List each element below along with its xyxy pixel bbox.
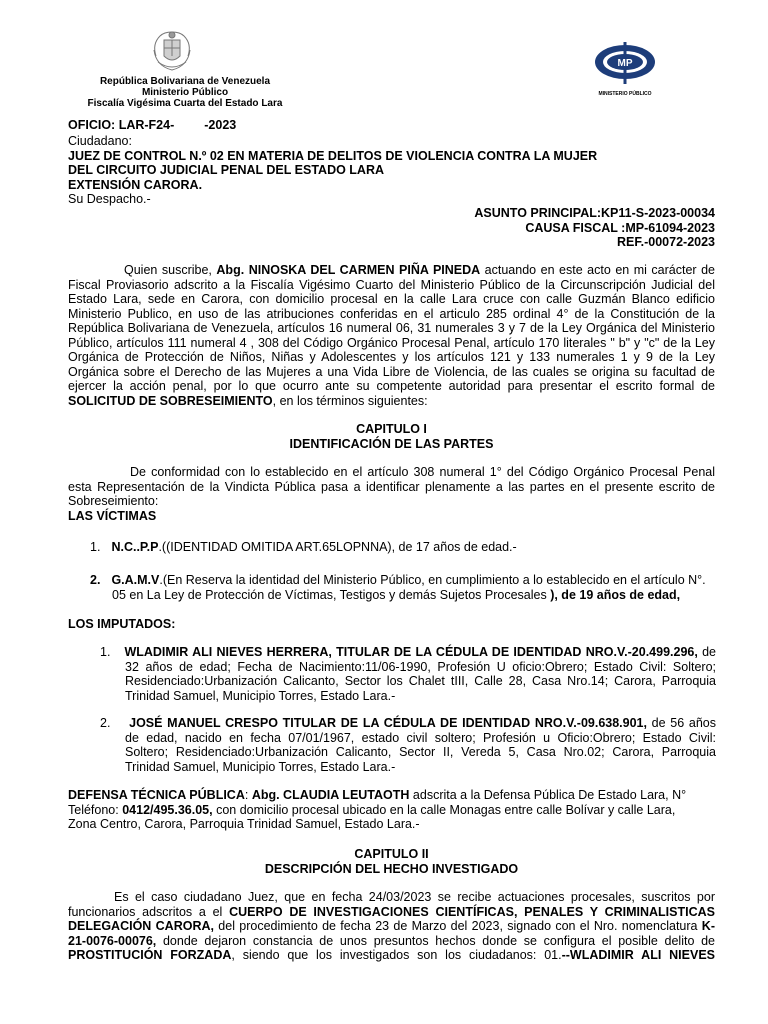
defendant-2-line: de edad, nacido en fecha 07/01/1967, estado civil soltero; Profesión u Oficio:Obrero; Estado Civil: bbox=[125, 730, 716, 745]
victim-2-item bbox=[90, 573, 715, 602]
chapter-1-heading bbox=[68, 422, 715, 451]
defendant-2-line: Soltero; Residenciado:Urbanización Calicanto, Sector II, Vereda 5, Casa Nro.02; Carora, Parroquia bbox=[125, 745, 716, 759]
addressee-line-3: EXTENSIÓN CARORA. bbox=[68, 177, 203, 192]
case-references bbox=[68, 206, 715, 250]
chapter-2-text: del procedimiento de fecha 23 de Marzo del 2023, signado con el Nro. nomenclatura bbox=[213, 919, 702, 933]
chapter-2-subtitle: DESCRIPCIÓN DEL HECHO INVESTIGADO bbox=[264, 861, 519, 876]
chapter-2-line: Es el caso ciudadano Juez, que en fecha 24/03/2023 se recibe actuaciones procesales, suscritos por bbox=[114, 890, 715, 904]
intro-text: , en los términos siguientes: bbox=[272, 393, 428, 408]
defendant-2-line: Trinidad Samuel, Municipio Torres, Estado Lara.- bbox=[125, 759, 396, 774]
oficio-label: OFICIO: LAR-F24- bbox=[68, 118, 175, 132]
chapter-2-paragraph bbox=[68, 890, 715, 963]
defendant-1-number: 1. bbox=[100, 645, 111, 659]
chapter-1-subtitle: IDENTIFICACIÓN DE LAS PARTES bbox=[289, 436, 494, 451]
defendant-2-text: de 56 años bbox=[646, 716, 716, 730]
intro-line: Ministerio Publico, en uso de las atribuciones conferidas en el articulo 285 ordinal 4° de la Constitución de la bbox=[68, 306, 715, 321]
reference-number: REF.-00072-2023 bbox=[617, 235, 715, 249]
victim-1-initials: N.C..P.P bbox=[111, 540, 159, 554]
oficio-line bbox=[68, 118, 236, 133]
cicpc-name: CUERPO DE INVESTIGACIONES CIENTÍFICAS, PENALES Y CRIMINALISTICAS bbox=[229, 904, 715, 919]
victim-2-number: 2. bbox=[90, 573, 101, 587]
investigated-name: --WLADIMIR ALI NIEVES bbox=[561, 948, 715, 962]
coat-of-arms-icon bbox=[146, 26, 198, 78]
defense-text: con domicilio procesal ubicado en la calle Monagas entre calle Bolívar y calle Lara, bbox=[212, 802, 676, 817]
intro-line: Orgánica de Protección de Niños, Niñas y Adolescentes y los artículos 121 y 133 numerales 1 y 9 de la Ley bbox=[68, 350, 715, 364]
defense-text: : bbox=[244, 788, 252, 802]
defense-text: adscrita a la Defensa Pública De Estado Lara, N° bbox=[409, 788, 687, 802]
chapter-2-text: funcionarios adscritos a el bbox=[68, 904, 230, 919]
chapter-1-title: CAPITULO I bbox=[356, 422, 427, 436]
defense-phone: 0412/495.36.05, bbox=[122, 802, 213, 817]
offense-name: PROSTITUCIÓN FORZADA bbox=[68, 948, 232, 962]
nomenclature-end: 21-0076-00076, bbox=[68, 933, 157, 948]
victims-label: LAS VÍCTIMAS bbox=[68, 508, 157, 523]
defense-label: DEFENSA TÉCNICA PÚBLICA bbox=[68, 788, 245, 802]
addressee-greeting: Ciudadano: bbox=[68, 134, 132, 148]
defense-block bbox=[68, 788, 715, 832]
defendant-2-item bbox=[100, 716, 716, 774]
nomenclature-start: K- bbox=[701, 919, 715, 933]
addressee-line-2: DEL CIRCUITO JUDICIAL PENAL DEL ESTADO LARA bbox=[68, 163, 385, 177]
defendants-label: LOS IMPUTADOS: bbox=[68, 617, 176, 631]
intro-line: Estado Lara, sede en Carora, con domicilio procesal en la calle Lara cruce con calle Guzmán Blanco edificio bbox=[68, 292, 715, 306]
request-title: SOLICITUD DE SOBRESEIMIENTO bbox=[68, 393, 273, 408]
defendant-1-line: 32 años de edad; Fecha de Nacimiento:11/06-1990, Profesión U oficio:Obrero; Estado Civil: Soltero; bbox=[125, 659, 716, 674]
intro-line: Público, artículos 111 numeral 4 , 308 del Código Orgánico Procesal Penal, artículo 170 literales " b" y "c" de la Ley bbox=[68, 335, 715, 350]
chapter-2-title: CAPITULO II bbox=[354, 847, 429, 861]
victim-1-text: .((IDENTIDAD OMITIDA ART.65LOPNNA), de 17 años de edad.- bbox=[158, 540, 517, 554]
defense-phone-label: Teléfono: bbox=[68, 802, 123, 817]
victim-2-text: 05 en La Ley de Protección de Víctimas, Testigos y demás Sujetos Procesales bbox=[112, 587, 551, 602]
defendant-1-text: de bbox=[697, 645, 716, 659]
defendant-1-line: Residenciado:Urbanización Calicanto, Sector los Chalet tIII, Calle 28, Casa Nro.14; Carora, Parroquia bbox=[125, 674, 716, 688]
addressee-block bbox=[68, 134, 715, 207]
chapter-1-line: Sobreseimiento: bbox=[68, 494, 159, 508]
victim-1-number: 1. bbox=[90, 540, 101, 554]
intro-line: ejercer la acción penal, por lo que ocurro ante su competente autoridad para presentar el escrito formal de bbox=[68, 379, 715, 393]
header-republic: República Bolivariana de Venezuela bbox=[99, 76, 271, 87]
header-ministry: Ministerio Público bbox=[141, 87, 229, 98]
chapter-1-line: De conformidad con lo establecido en el artículo 308 numeral 1° del Código Orgánico Procesal Penal bbox=[130, 465, 715, 479]
prosecutor-name: Abg. NINOSKA DEL CARMEN PIÑA PINEDA bbox=[216, 263, 481, 277]
intro-paragraph bbox=[68, 263, 715, 408]
addressee-line-1: JUEZ DE CONTROL N.º 02 EN MATERIA DE DELITOS DE VIOLENCIA CONTRA LA MUJER bbox=[68, 148, 598, 163]
defendant-2-number: 2. bbox=[100, 716, 111, 730]
intro-line: Fiscal Proviasorio adscrito a la Fiscalía Vigésimo Cuarto del Ministerio Público de la Circunscripción Judicial del bbox=[68, 277, 715, 292]
intro-text: Quien suscribe, bbox=[124, 263, 217, 277]
victim-2-text: .(En Reserva la identidad del Ministerio Público, en cumplimiento a lo establecido en el artículo N°. bbox=[159, 573, 706, 587]
cicpc-delegation: DELEGACIÓN CARORA, bbox=[68, 919, 214, 933]
defendant-1-name: WLADIMIR ALI NIEVES HERRERA, TITULAR DE LA CÉDULA DE IDENTIDAD NRO.V.-20.499.296, bbox=[124, 645, 698, 659]
asunto-principal: ASUNTO PRINCIPAL:KP11-S-2023-00034 bbox=[474, 206, 715, 220]
logo-caption: MINISTERIO PÚBLICO bbox=[598, 91, 652, 97]
chapter-1-line: esta Representación de la Vindicta Pública pasa a identificar plenamente a las partes en el presente escrito de bbox=[68, 479, 715, 494]
intro-line: República Bolivariana de Venezuela, artículos 16 numeral 06, 31 numerales 3 y 7 de la Ley Orgánica del Ministerio bbox=[68, 321, 715, 335]
causa-fiscal: CAUSA FISCAL :MP-61094-2023 bbox=[525, 220, 715, 235]
intro-text: actuando en este acto en mi carácter de bbox=[480, 263, 715, 277]
intro-line: Orgánica sobre el Derecho de las Mujeres a una Vida Libre de Violencia, de las cuales se origina su facultad de bbox=[68, 364, 715, 379]
defense-lawyer-name: Abg. CLAUDIA LEUTAOTH bbox=[251, 788, 410, 802]
victim-2-initials: G.A.M.V bbox=[111, 573, 160, 587]
chapter-2-text: , siendo que los investigados son los ciudadanos: 01. bbox=[231, 948, 562, 962]
chapter-2-heading bbox=[68, 847, 715, 876]
victim-2-paren: ), de 19 años de edad, bbox=[550, 587, 681, 602]
defendant-2-name: JOSÉ MANUEL CRESPO TITULAR DE LA CÉDULA DE IDENTIDAD NRO.V.-09.638.901, bbox=[124, 716, 647, 730]
defendant-1-line: Trinidad Samuel, Municipio Torres, Estado Lara.- bbox=[125, 688, 396, 703]
oficio-year: -2023 bbox=[204, 118, 237, 132]
chapter-1-paragraph bbox=[68, 465, 715, 523]
addressee-despacho: Su Despacho.- bbox=[68, 192, 151, 206]
ministerio-publico-logo-icon bbox=[590, 40, 660, 98]
chapter-2-text: donde dejaron constancia de unos presuntos hechos donde se configura el posible delito de bbox=[156, 933, 715, 948]
defendant-1-item bbox=[100, 645, 716, 703]
logo-mp-text: MP bbox=[617, 58, 633, 69]
header-fiscalia: Fiscalía Vigésima Cuarta del Estado Lara bbox=[87, 98, 283, 109]
victim-1-item bbox=[90, 540, 517, 555]
defense-line: Zona Centro, Carora, Parroquia Trinidad Samuel, Estado Lara.- bbox=[68, 817, 420, 831]
